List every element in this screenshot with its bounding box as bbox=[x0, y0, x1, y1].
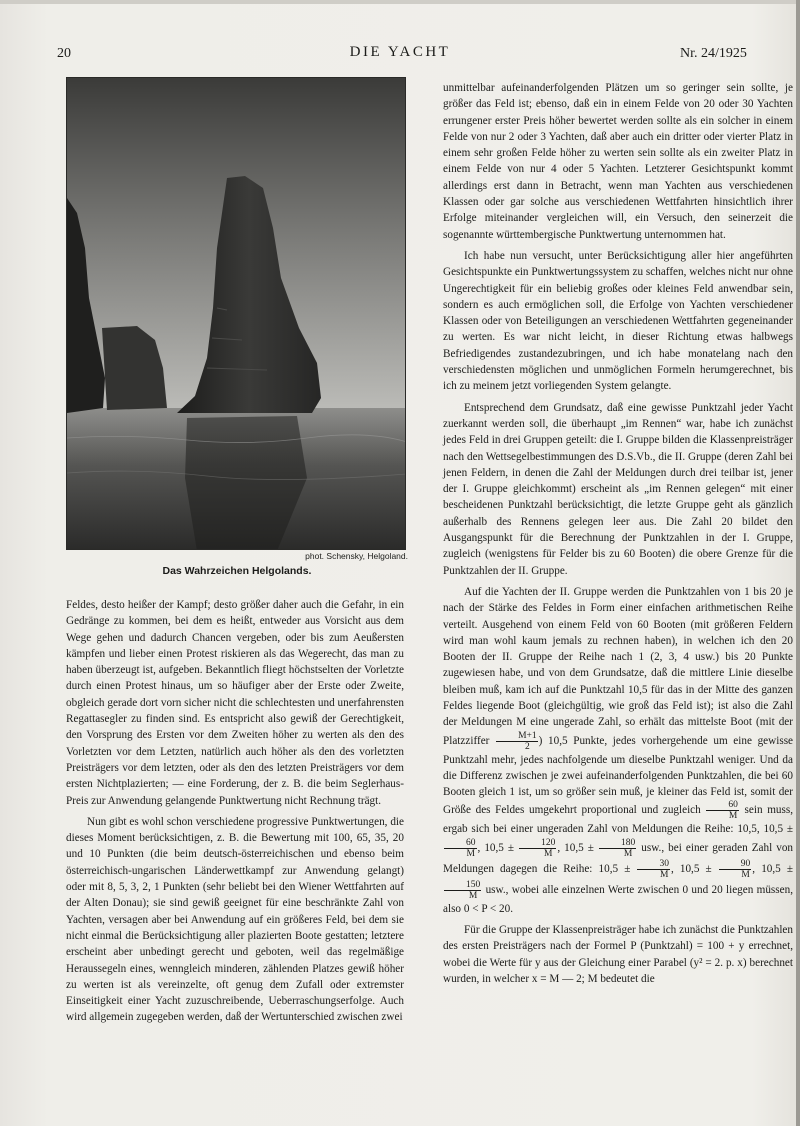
helgoland-photo bbox=[66, 77, 406, 550]
text-run: ) 10,5 Punkte, jedes vorhergehende um eine gewisse Punktzahl mehr, jedes nachfolgende um dieselbe Punktzahl weniger. Und da die Differenz zwischen je zwei aufeinanderfolgenden Punktzahlen, die bei 60 Booten gleich 1 ist, um so größer sein muß, je kleiner das Feld ist, somit der Größe des Feldes umgekehrt proportional und zugleich bbox=[443, 734, 794, 817]
left-column bbox=[66, 597, 404, 1026]
paragraph: Feldes, desto heißer der Kampf; desto größer daher auch die Gefahr, in ein Gedränge zu kommen, bei dem es heißt, entweder aus Vorsicht aus dem Wege gehen und dadurch Chancen vergeben, oder bis zum Aeußersten kämpfen und lieber einen Protest riskieren als das Wegerecht, das man zu haben überzeugt ist, aufgeben. Bekanntlich fliegt höchstselten der Vorletzte durch einen Protest hinaus, um so häufiger aber der Erste oder Zweite, obgleich gerade dort vorn sicher nicht die schlechtesten und unerfahrensten Regattasegler zu finden sind. Es entspricht also gewiß der Gerechtigkeit, den Vorsprung des Ersten vor dem Zweiten höher zu werten als den des Vorletzten vor dem Letzten, natürlich auch höher als den des vorletzten Preisträgers vor dem letzten, oder als den des letzten Preisträgers vor dem ersten Nichtplazierten; — eine Forderung, der z. B. die beim Seglerhaus-Preis zur Anwendung gelangende Punktwertung nicht Rechnung trägt. bbox=[66, 599, 404, 807]
right-column bbox=[443, 80, 793, 987]
fraction-90-over-m: $\frac{90}{M}$ bbox=[719, 859, 752, 880]
paragraph: Für die Gruppe der Klassenpreisträger habe ich zunächst die Punktzahlen des ersten Preisträgers nach der Formel P (Punktzahl) = 100 + y errechnet, wobei die Werte für y aus der Gleichung einer Parabel (y² = 2. p. x) berechnet wurden, in welcher x = M — 2; M bedeutet die bbox=[443, 924, 793, 985]
paragraph-formula bbox=[443, 584, 793, 917]
text-run: usw., wobei alle einzelnen Werte zwischen 0 und 20 liegen müssen, also 0 < P < 20. bbox=[443, 883, 793, 915]
text-run: Auf die Yachten der II. Gruppe werden die Punktzahlen von 1 bis 20 je nach der Stärke des Feldes in Form einer einfachen arithmetischen Reihe verteilt. Ausgehend von einem Feld von 60 Booten (mit größeren Feldern wird man wohl kaum jemals zu rechnen haben), in welchen ich den 20 Booten der II. Gruppe der Reihe nach 1 (2, 3, 4 usw.) bis 20 Punkte zugewiesen habe, und von dem Grundsatze, daß die mittlere Linie dieselbe bleiben muß, kam ich auf die Punktzahl 10,5 für das in der Mitte des ganzen Feldes liegende Boot (gleichgültig, wie groß das Feld ist); ist also die Zahl der Meldungen M eine ungerade Zahl, so erhält das mittelste Boot (mit der Platzziffer bbox=[443, 585, 793, 747]
paragraph: unmittelbar aufeinanderfolgenden Plätzen um so geringer sein sollte, je größer das Feld ist; ebenso, daß ein in einem Felde von 20 oder 30 Yachten errungener erster Preis höher bewertet werden sollte als ein solcher in einem Felde von nur 2 oder 3 Yachten, daß aber auch ein dritter oder vierter Platz in einem sehr großen Felde höher zu werten sein sollte als ein zweiter Platz in einem Felde von nur 4 oder 5 Yachten. Letzterer Gesichtspunkt kommt allerdings erst dann in Betracht, wenn man Yachten aus verschiedenen Klassen oder gar solche aus verschiedenen Wettfahrten hinsichtlich ihrer Erfolge miteinander vergleichen will, ein Versuch, den seinerzeit die sogenannte württembergische Punktwertung unternommen hat. bbox=[443, 82, 793, 241]
page-right-edge bbox=[796, 0, 800, 1126]
paragraph: Ich habe nun versucht, unter Berücksichtigung aller hier angeführten Gesichtspunkte ein Punktwertungssystem zu schaffen, welches nicht nur ohne Ungerechtigkeit für ein beliebig großes oder kleines Feld anwendbar sein, sondern es auch ermöglichen soll, die Erfolge von Yachten verschiedener Klassen oder von Beteiligungen an verschiedenen Wettfahrten gegeneinander zu werten. Es war nicht leicht, in dieser Richtung etwas halbwegs Befriedigendes zustandezubringen, und ich habe monatelang nach den verschiedensten möglichen und unmöglichen Formeln herumgerechnet, bis ich zu meinem jetzt vorliegenden System gelangte. bbox=[443, 249, 793, 393]
fraction-60-over-m: $\frac{60}{M}$ bbox=[444, 838, 477, 859]
text-run: usw., bei einer geraden Zahl von Meldungen dagegen die Reihe: 10,5 ± bbox=[443, 841, 794, 875]
separator: , 10,5 ± bbox=[557, 841, 594, 854]
photo-caption: Das Wahrzeichen Helgolands. bbox=[162, 565, 312, 577]
separator: , 10,5 ± bbox=[477, 841, 515, 854]
text-run: sein muss, ergab sich bei einer ungeraden Zahl von Meldungen die Reihe: 10,5, 10,5 ± bbox=[443, 804, 793, 836]
fraction-180-over-m: $\frac{180}{M}$ bbox=[599, 838, 636, 859]
photo-image bbox=[67, 78, 406, 550]
separator: , 10,5 ± bbox=[752, 862, 794, 875]
fraction-60-over-m: $\frac{60}{M}$ bbox=[706, 800, 739, 821]
fraction-150-over-m: $\frac{150}{M}$ bbox=[444, 880, 481, 901]
separator: , 10,5 ± bbox=[670, 862, 712, 875]
photo-credit: phot. Schensky, Helgoland. bbox=[305, 551, 408, 561]
page-number: 20 bbox=[57, 46, 71, 61]
fraction-m-plus-1-over-2: $\frac{M+1}{2}$ bbox=[496, 731, 538, 752]
fraction-120-over-m: $\frac{120}{M}$ bbox=[519, 838, 556, 859]
running-title: DIE YACHT bbox=[349, 44, 451, 60]
page-top-edge bbox=[0, 0, 800, 4]
paragraph: Nun gibt es wohl schon verschiedene progressive Punktwertungen, die dieses Moment berücksichtigen, z. B. die Bewertung mit 100, 65, 35, 20 und 10 Punkten (die beim deutsch-österreichischen und ebenso beim österreichisch-ungarischen Länderwettkampf zur Anwendung gelangt) oder mit 8, 5, 3, 2, 1 Punkten (sehr beliebt bei den Wiener Wettfahrten auf der Alten Donau); sie sind gewiß geeignet für eine beschränkte Zahl von Yachten, versagen aber bei Anwendung auf ein größeres Feld, bei dem sie nicht einmal die Berücksichtigung aller plazierten Boote gestatten; letztere erscheint aber unbedingt gerecht und geboten, weil das regelmäßige Heraussegeln eines, wenngleich minderen, zählenden Platzes gewiß höher zu werten ist als vereinzelte, oft genug dem Zufall oder extremster Einseitigkeit einer Yacht zuzuschreibende, Ueberraschungserfolge. Auch wird allgemein zugegeben werden, daß der Wertunterschied zwischen zwei bbox=[66, 815, 404, 1024]
fraction-30-over-m: $\frac{30}{M}$ bbox=[637, 859, 670, 880]
paragraph: Entsprechend dem Grundsatz, daß eine gewisse Punktzahl jeder Yacht zuerkannt werden soll, die überhaupt „im Rennen“ war, habe ich zunächst jedes Feld in drei Gruppen geteilt: die I. Gruppe bilden die Klassenpreisträger nach den Wettsegelbestimmungen des D.S.Vb., die II. Gruppe (deren Zahl bei jenen Feldern, in denen die Zahl der Meldungen durch drei teilbar ist, jener der I. Gruppe gleichkommt) erscheint als „im Rennen gelegen“ mit einer bescheidenen Punktzahl berücksichtigt, die letzte Gruppe geht als gänzlich außerhalb des Rennens gelegen leer aus. Die Zahl 20 bildet den Ausgangspunkt für die Berechnung der Punktzahlen in der I. Gruppe, zugleich (wenigstens für Felder bis zu 60 Booten) die obere Grenze für die Punktzahlen der II. Gruppe. bbox=[443, 401, 793, 577]
issue-number: Nr. 24/1925 bbox=[680, 46, 747, 61]
